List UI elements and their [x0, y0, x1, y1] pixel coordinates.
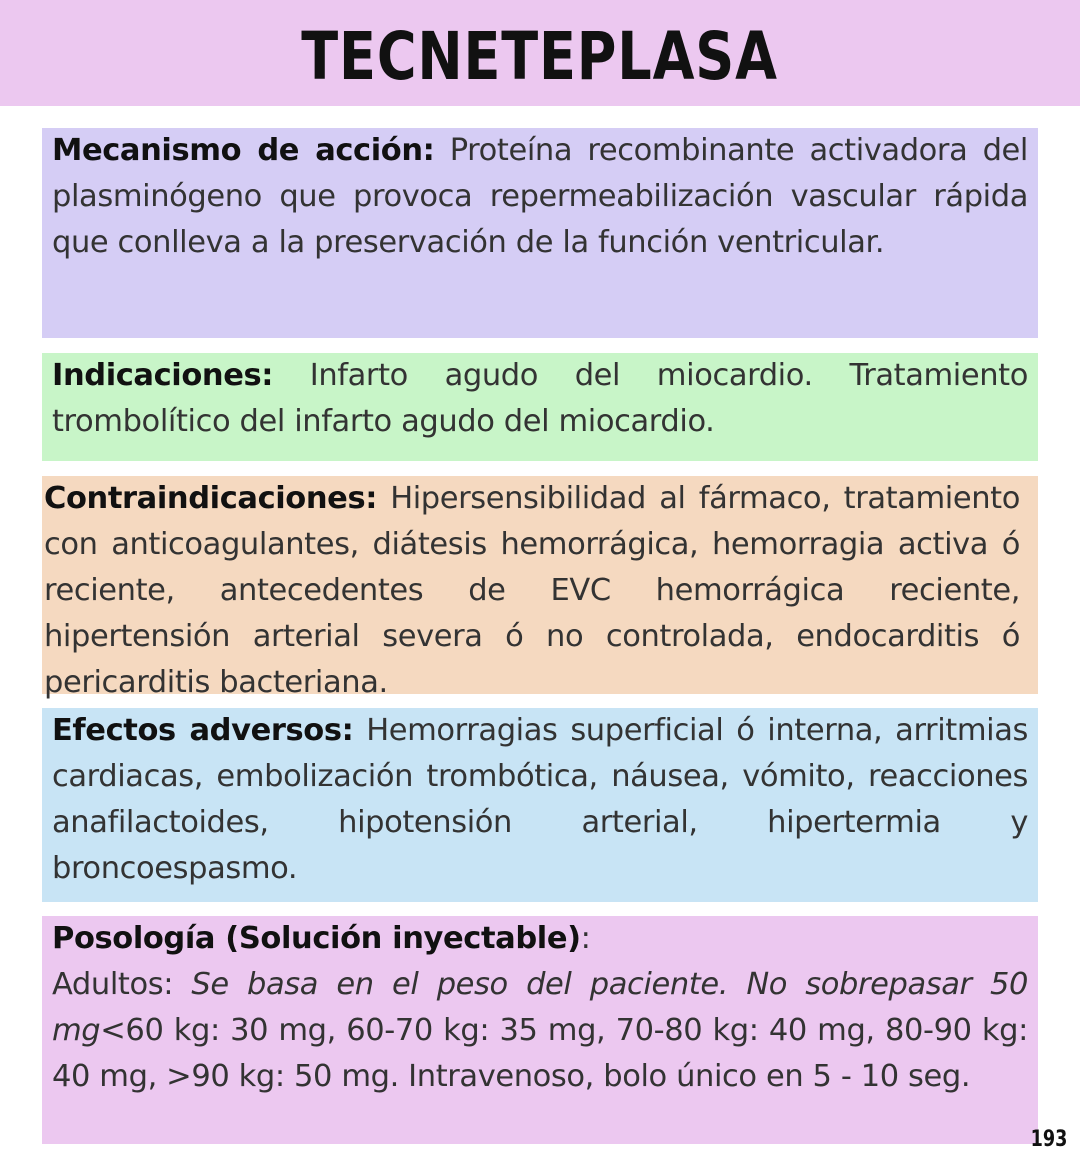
- section-contraindicaciones: [42, 476, 1038, 700]
- section-posologia-heading: [52, 916, 1028, 962]
- section-mecanismo: [42, 128, 1038, 338]
- section-indicaciones: [42, 353, 1038, 461]
- section-contraindicaciones-label: Contraindicaciones:: [44, 481, 378, 516]
- section-mecanismo-label: Mecanismo de acción:: [52, 133, 435, 168]
- posologia-dosis: <60 kg: 30 mg, 60-70 kg: 35 mg, 70-80 kg: 40 mg, 80-90 kg: 40 mg, >90 kg: 50 mg. Intravenoso, bolo único en 5 - 10 seg.: [52, 1013, 1028, 1094]
- section-efectos-text: Hemorragias superficial ó interna, arritmias cardiacas, embolización trombótica, náusea, vómito, reacciones anafilactoides, hipotensión arterial, hipertermia y broncoespasmo.: [52, 713, 1028, 886]
- page-title: TECNETEPLASA: [301, 17, 779, 95]
- posologia-adultos-note: Se basa en el peso del paciente. No sobrepasar 50 mg: [52, 967, 1029, 1048]
- section-efectos: [42, 708, 1038, 902]
- page-number: 193: [1030, 1127, 1068, 1152]
- section-mecanismo-text: Proteína recombinante activadora del plasminógeno que provoca repermeabilización vascular rápida que conlleva a la preservación de la función ventricular.: [52, 133, 1029, 260]
- section-indicaciones-text: Infarto agudo del miocardio. Tratamiento trombolítico del infarto agudo del miocardio.: [52, 358, 1028, 439]
- section-efectos-label: Efectos adversos:: [52, 713, 354, 748]
- section-posologia-label-suffix: :: [580, 921, 591, 956]
- section-posologia-label: Posología (Solución inyectable): [52, 921, 581, 956]
- title-bar: [0, 0, 1080, 106]
- section-posologia: [42, 916, 1038, 1144]
- section-contraindicaciones-text: Hipersensibilidad al fármaco, tratamiento con anticoagulantes, diátesis hemorrágica, hemorragia activa ó reciente, antecedentes de EVC hemorrágica reciente, hipertensión arterial severa ó no controlada, endocarditis ó pericarditis bacteriana.: [44, 481, 1020, 700]
- section-indicaciones-label: Indicaciones:: [52, 358, 274, 393]
- posologia-adultos-label: Adultos:: [52, 967, 174, 1002]
